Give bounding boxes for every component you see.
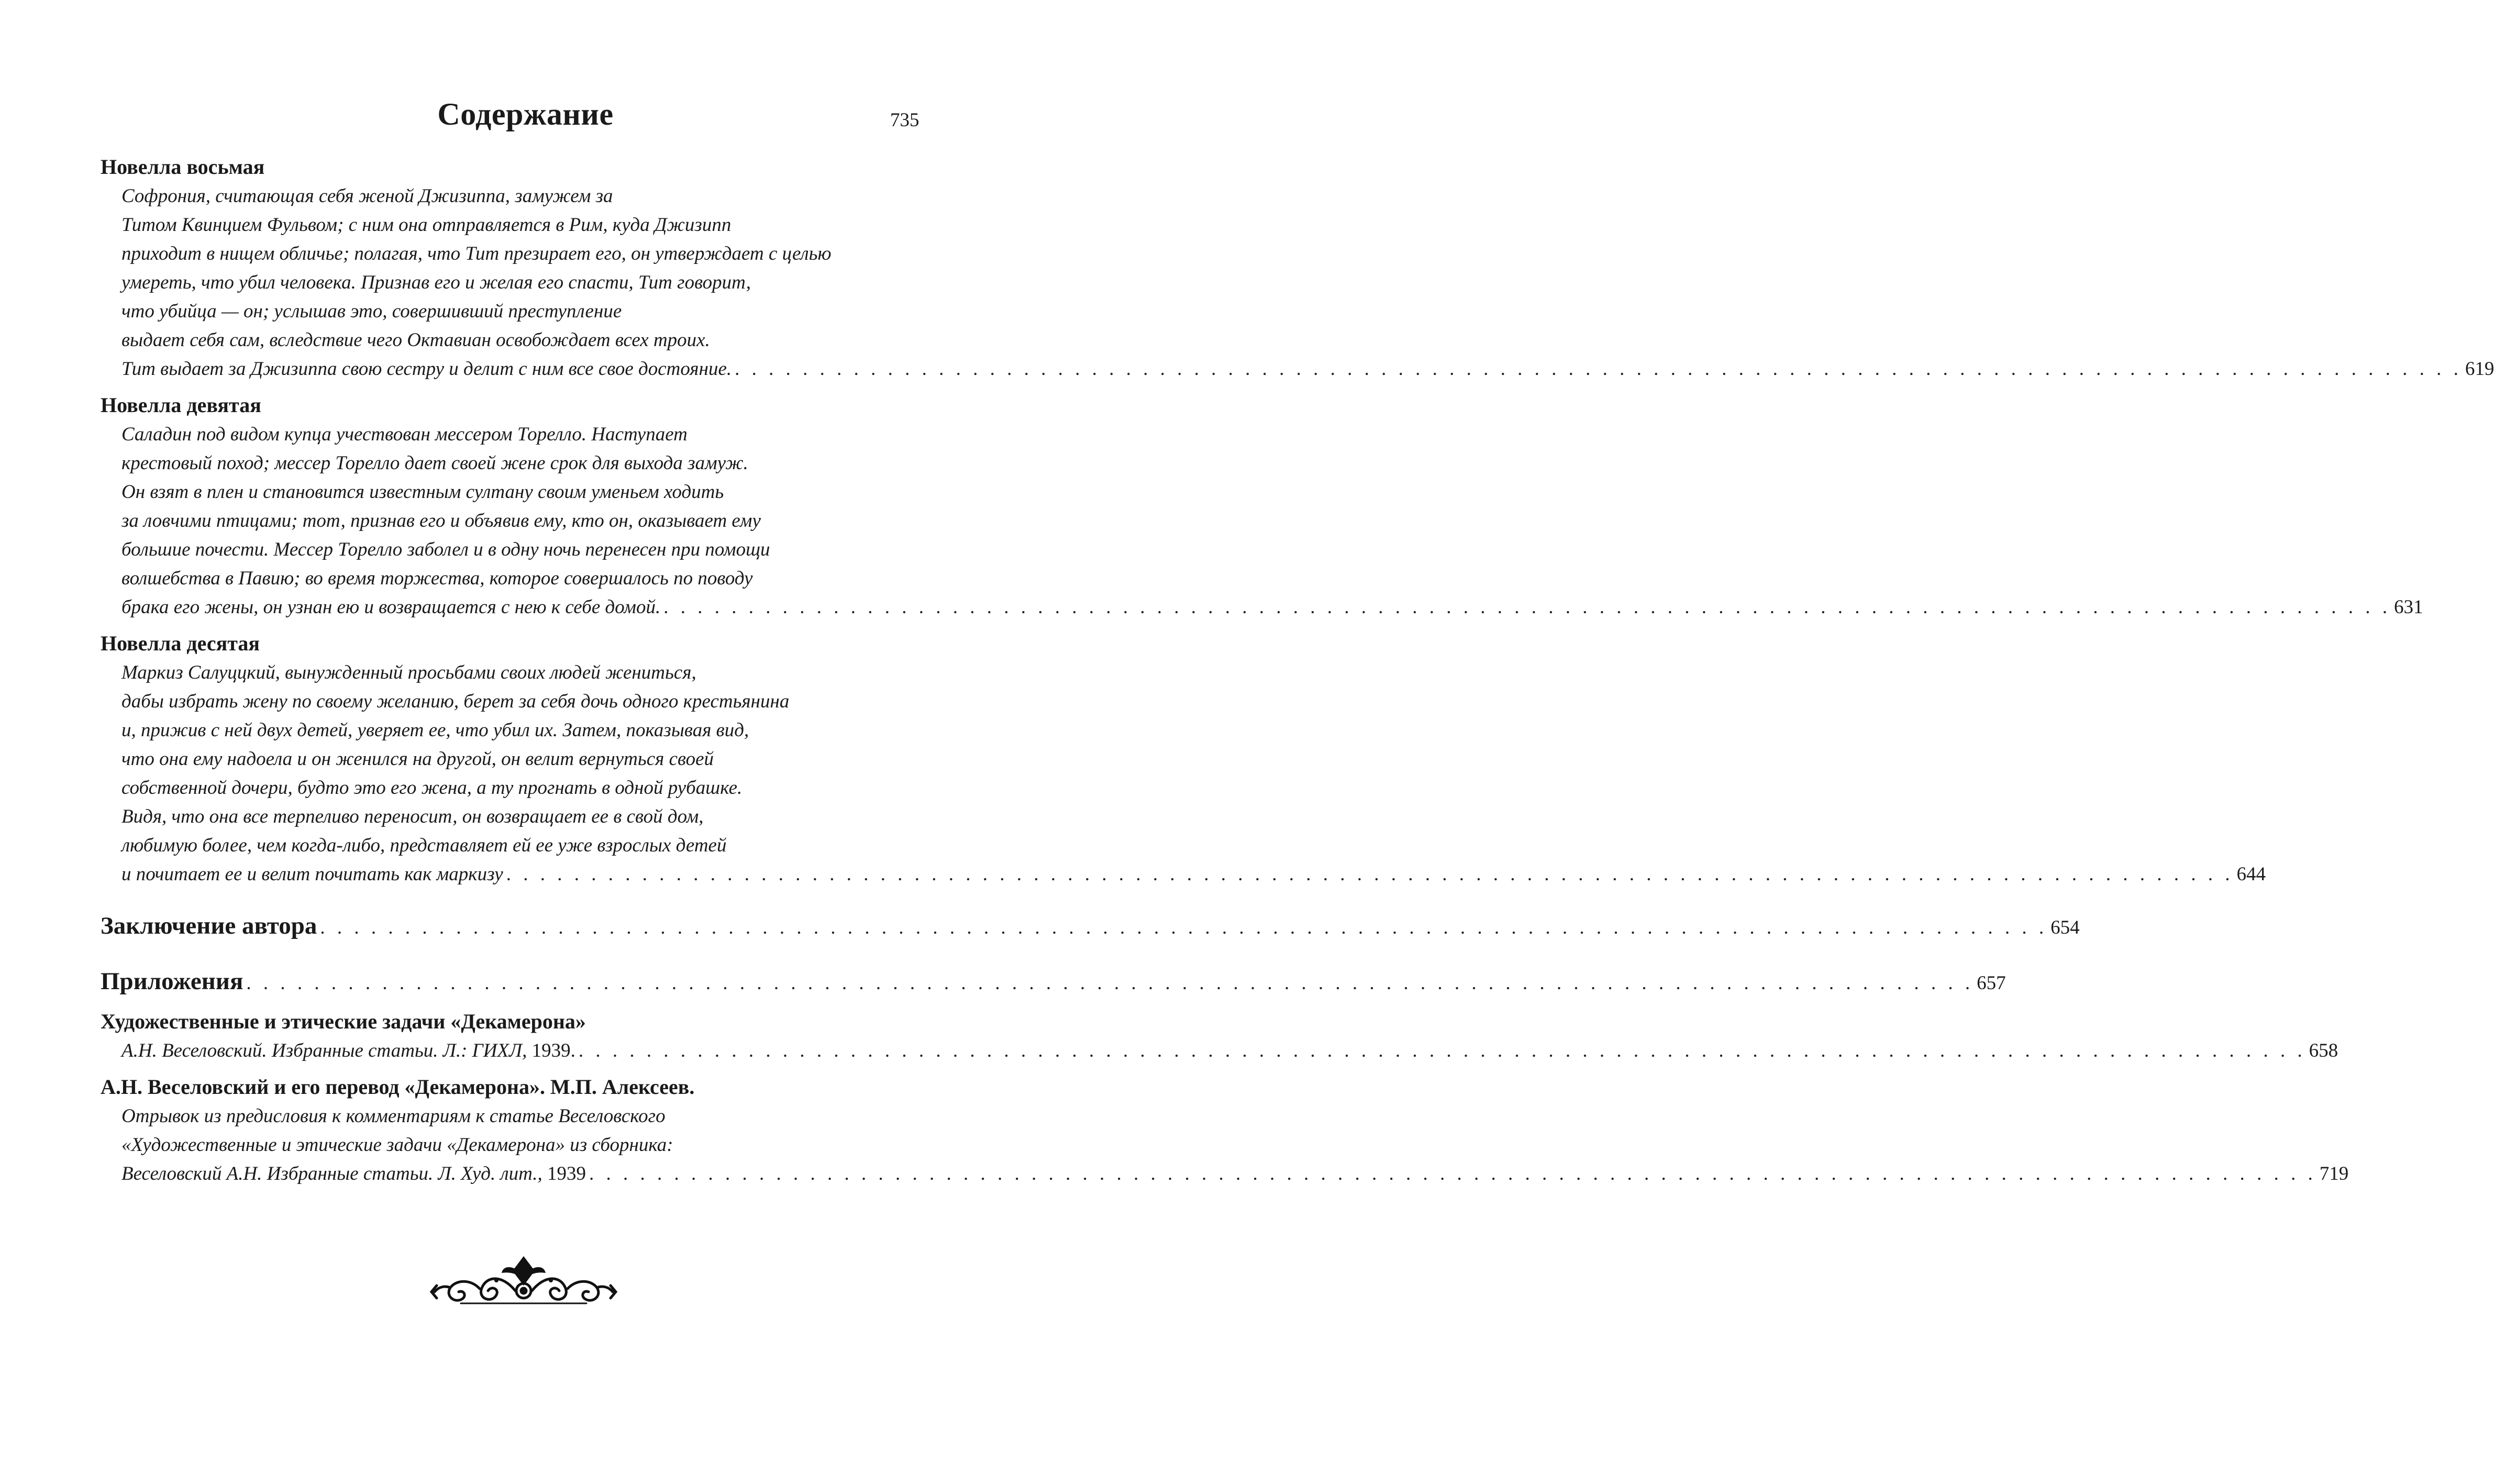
summary-line: Отрывок из предисловия к комментариям к статье Веселовского (121, 1105, 666, 1127)
summary-line: что она ему надоела и он женился на другой, он велит вернуться своей (121, 748, 714, 770)
entry-page-number: 644 (2236, 863, 2266, 885)
summary-line: Софрония, считающая себя женой Джизиппа, замужем за (121, 185, 613, 207)
entry-page-number: 719 (2319, 1163, 2349, 1184)
summary-line: Тит выдает за Джизиппа свою сестру и делит с ним все свое достояние. (121, 358, 732, 380)
summary-line: любимую более, чем когда-либо, представляет ей ее уже взрослых детей (121, 835, 727, 856)
entry-page-number: 619 (2465, 358, 2494, 380)
summary-line: что убийца — он; услышав это, совершивший преступление (121, 301, 622, 322)
entry-summary (101, 658, 2266, 889)
table-of-contents (101, 152, 2494, 1188)
toc-leader-line (121, 1036, 2338, 1065)
summary-line: Видя, что она все терпеливо переносит, он возвращает ее в свой дом, (121, 806, 704, 827)
toc-leader-line (121, 1159, 2349, 1188)
dot-leader: . . . . . . . . . . . . . . . . . . . . . . . . . . . . . . . . . . . . . . . . . . . . . . . . . . . . . . . . . . . . . . . . . . . . . . . . . . . . . . . . . . . . . . . . . . . . . . . . . . . . . . (246, 972, 1974, 994)
toc-entry-appendix-2 (101, 1072, 2349, 1188)
dot-leader: . . . . . . . . . . . . . . . . . . . . . . . . . . . . . . . . . . . . . . . . . . . . . . . . . . . . . . . . . . . . . . . . . . . . . . . . . . . . . . . . . . . . . . . . . . . . . . . . . . . . . . (578, 1040, 2306, 1061)
entry-heading: Приложения (101, 968, 243, 995)
source-text: А.Н. Веселовский. Избранные статьи. Л.: ГИХЛ, (121, 1040, 527, 1061)
entry-heading: Заключение автора (101, 912, 317, 939)
summary-line: за ловчими птицами; тот, признав его и объявив ему, кто он, оказывает ему (121, 510, 761, 531)
entry-heading: Новелла десятая (101, 632, 260, 655)
summary-line: большие почести. Мессер Торелло заболел и в одну ночь перенесен при помощи (121, 539, 770, 560)
summary-line: собственной дочери, будто это его жена, а ту прогнать в одной рубашке. (121, 777, 742, 799)
dot-leader: . . . . . . . . . . . . . . . . . . . . . . . . . . . . . . . . . . . . . . . . . . . . . . . . . . . . . . . . . . . . . . . . . . . . . . . . . . . . . . . . . . . . . . . . . . . . . . . . . . . . . . (735, 358, 2462, 380)
summary-line: и, прижив с ней двух детей, уверяет ее, что убил их. Затем, показывая вид, (121, 719, 749, 741)
toc-entry-appendices (101, 965, 2006, 1000)
summary-line: Саладин под видом купца учествован мессером Торелло. Наступает (121, 424, 688, 445)
page-title: Содержание (437, 97, 614, 131)
source-line (121, 1159, 586, 1188)
toc-entry-appendix-1 (101, 1006, 2338, 1065)
summary-line: выдает себя сам, вследствие чего Октавиан освобождает всех троих. (121, 329, 710, 351)
source-text: Веселовский А.Н. Избранные статьи. Л. Худ. лит., (121, 1163, 542, 1184)
entry-summary (101, 182, 2494, 383)
summary-line: и почитает ее и велит почитать как маркизу (121, 863, 503, 885)
entry-source (101, 1036, 2338, 1065)
toc-entry-conclusion (101, 910, 2080, 944)
entry-page-number: 654 (2050, 917, 2080, 938)
entry-page-number: 657 (1977, 972, 2006, 994)
entry-source (101, 1102, 2349, 1188)
toc-leader-line (121, 593, 2423, 622)
entry-heading: Новелла восьмая (101, 155, 265, 179)
summary-line: дабы избрать жену по своему желанию, берет за себя дочь одного крестьянина (121, 691, 790, 712)
toc-entry-novella-10 (101, 628, 2266, 889)
summary-line: волшебства в Павию; во время торжества, которое совершалось по поводу (121, 568, 753, 589)
summary-line: приходит в нищем обличье; полагая, что Тит презирает его, он утверждает с целью (121, 243, 832, 264)
entry-summary (101, 420, 2423, 622)
page-number: 735 (890, 109, 919, 131)
dot-leader: . . . . . . . . . . . . . . . . . . . . . . . . . . . . . . . . . . . . . . . . . . . . . . . . . . . . . . . . . . . . . . . . . . . . . . . . . . . . . . . . . . . . . . . . . . . . . . . . . . . . . . (589, 1163, 2316, 1184)
toc-entry-novella-9 (101, 390, 2423, 622)
summary-line: «Художественные и этические задачи «Декамерона» из сборника: (121, 1134, 673, 1156)
summary-line: умереть, что убил человека. Признав его и желая его спасти, Тит говорит, (121, 272, 751, 293)
toc-leader-line (121, 355, 2494, 383)
source-year: 1939. (527, 1040, 575, 1061)
dot-leader: . . . . . . . . . . . . . . . . . . . . . . . . . . . . . . . . . . . . . . . . . . . . . . . . . . . . . . . . . . . . . . . . . . . . . . . . . . . . . . . . . . . . . . . . . . . . . . . . . . . . . . (320, 917, 2048, 938)
summary-line: Он взят в плен и становится известным султану своим уменьем ходить (121, 481, 724, 503)
entry-heading: Новелла девятая (101, 393, 261, 417)
entry-heading: Художественные и этические задачи «Декамерона» (101, 1010, 586, 1033)
entry-page-number: 631 (2393, 596, 2423, 618)
scroll-flourish-ornament-icon (429, 1249, 618, 1312)
source-line (121, 1036, 575, 1065)
summary-line: Титом Квинцием Фульвом; с ним она отправляется в Рим, куда Джизипп (121, 214, 731, 236)
summary-line: Маркиз Салуццкий, вынужденный просьбами своих людей жениться, (121, 662, 696, 683)
toc-entry-novella-8 (101, 152, 2494, 383)
dot-leader: . . . . . . . . . . . . . . . . . . . . . . . . . . . . . . . . . . . . . . . . . . . . . . . . . . . . . . . . . . . . . . . . . . . . . . . . . . . . . . . . . . . . . . . . . . . . . . . . . . . . . . (663, 596, 2391, 618)
entry-heading: А.Н. Веселовский и его перевод «Декамерона». М.П. Алексеев. (101, 1075, 695, 1099)
source-year: 1939 (542, 1163, 586, 1184)
toc-leader-line (121, 860, 2266, 889)
summary-line: брака его жены, он узнан ею и возвращается с нею к себе домой. (121, 596, 661, 618)
entry-page-number: 658 (2309, 1040, 2338, 1061)
dot-leader: . . . . . . . . . . . . . . . . . . . . . . . . . . . . . . . . . . . . . . . . . . . . . . . . . . . . . . . . . . . . . . . . . . . . . . . . . . . . . . . . . . . . . . . . . . . . . . . . . . . . . . (506, 863, 2234, 885)
summary-line: крестовый поход; мессер Торелло дает своей жене срок для выхода замуж. (121, 452, 748, 474)
